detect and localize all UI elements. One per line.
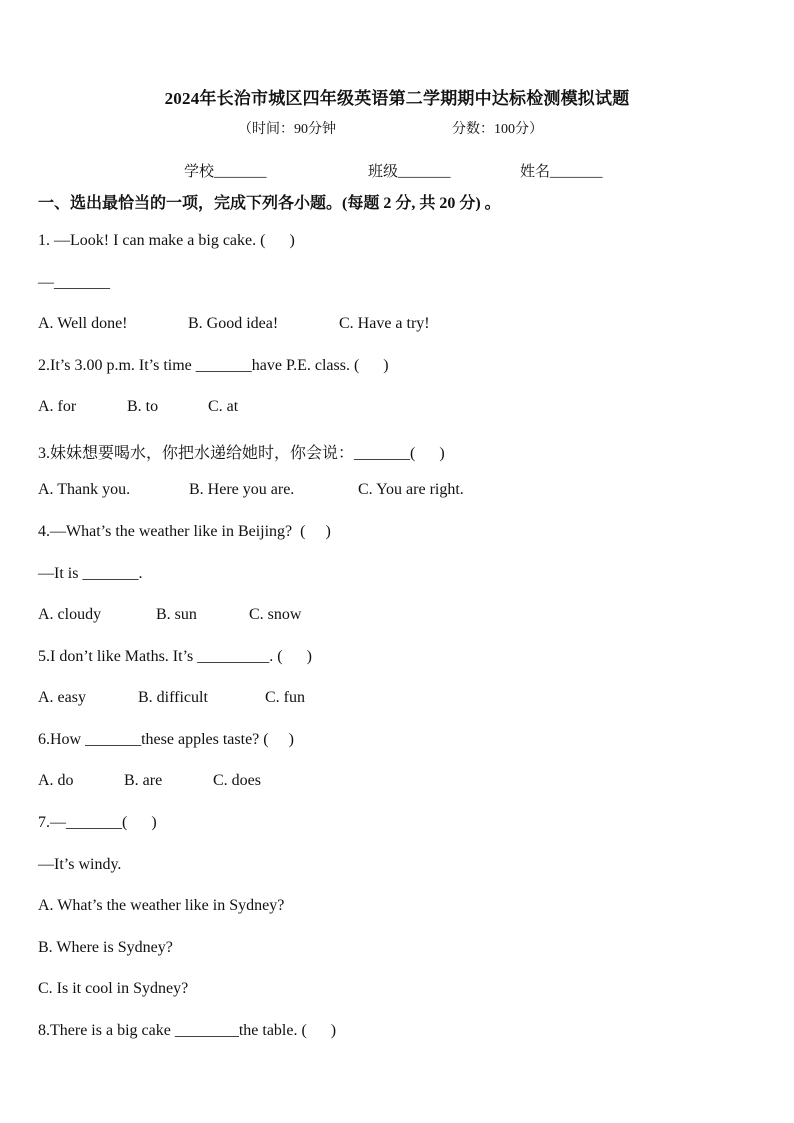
question-1-option-b: B. Good idea! <box>188 315 279 332</box>
question-2-stem: 2.It’s 3.00 p.m. It’s time _______have P.E. class. ( ) <box>38 357 389 374</box>
question-3-stem: 3.妹妹想要喝水，你把水递给她时，你会说：_______( ) <box>38 445 445 462</box>
question-4-options <box>38 606 301 624</box>
question-6-stem: 6.How _______these apples taste? ( ) <box>38 731 294 748</box>
exam-time: （时间：90分钟 <box>238 122 336 137</box>
question-1-reply: —_______ <box>38 274 110 291</box>
question-4-option-b: B. sun <box>156 606 197 623</box>
question-6-option-c: C. does <box>213 772 261 789</box>
question-7-option-a: A. What’s the weather like in Sydney? <box>38 897 285 914</box>
question-1-option-c: C. Have a try! <box>339 315 430 332</box>
exam-title: 2024年长治市城区四年级英语第二学期期中达标检测模拟试题 <box>164 89 630 108</box>
question-7-stem: 7.—_______( ) <box>38 814 157 831</box>
question-3-option-b: B. Here you are. <box>189 481 295 498</box>
question-6-option-a: A. do <box>38 772 74 789</box>
question-7-option-c: C. Is it cool in Sydney? <box>38 980 189 997</box>
class-field: 班级_______ <box>368 164 451 180</box>
question-1-options <box>38 315 430 333</box>
question-4-option-a: A. cloudy <box>38 606 102 623</box>
question-8-stem: 8.There is a big cake ________the table. ( ) <box>38 1022 337 1039</box>
question-1-stem: 1. —Look! I can make a big cake. ( ) <box>38 232 295 249</box>
question-2-option-c: C. at <box>208 398 239 415</box>
name-field: 姓名_______ <box>520 164 603 180</box>
question-5-stem: 5.I don’t like Maths. It’s _________. ( ) <box>38 648 312 665</box>
question-5-options <box>38 689 305 707</box>
question-2-option-b: B. to <box>127 398 159 415</box>
question-1-option-a: A. Well done! <box>38 315 128 332</box>
question-4-stem: 4.—What’s the weather like in Beijing? ( ) <box>38 523 331 540</box>
question-3-option-a: A. Thank you. <box>38 481 131 498</box>
question-3-option-c: C. You are right. <box>358 481 464 498</box>
question-2-options <box>38 398 238 416</box>
exam-score: 分数：100分） <box>452 122 543 137</box>
question-2-option-a: A. for <box>38 398 77 415</box>
question-7-option-b: B. Where is Sydney? <box>38 939 173 956</box>
question-6-option-b: B. are <box>124 772 163 789</box>
question-4-option-c: C. snow <box>249 606 302 623</box>
question-5-option-c: C. fun <box>265 689 305 706</box>
question-5-option-b: B. difficult <box>138 689 208 706</box>
question-5-option-a: A. easy <box>38 689 86 706</box>
question-6-options <box>38 772 261 790</box>
question-3-options <box>38 481 464 499</box>
school-field: 学校_______ <box>184 164 267 180</box>
question-4-reply: —It is _______. <box>38 565 143 582</box>
question-7-reply: —It’s windy. <box>38 856 122 873</box>
section-heading: 一、选出最恰当的一项，完成下列各小题。(每题 2 分, 共 20 分) 。 <box>38 195 501 212</box>
